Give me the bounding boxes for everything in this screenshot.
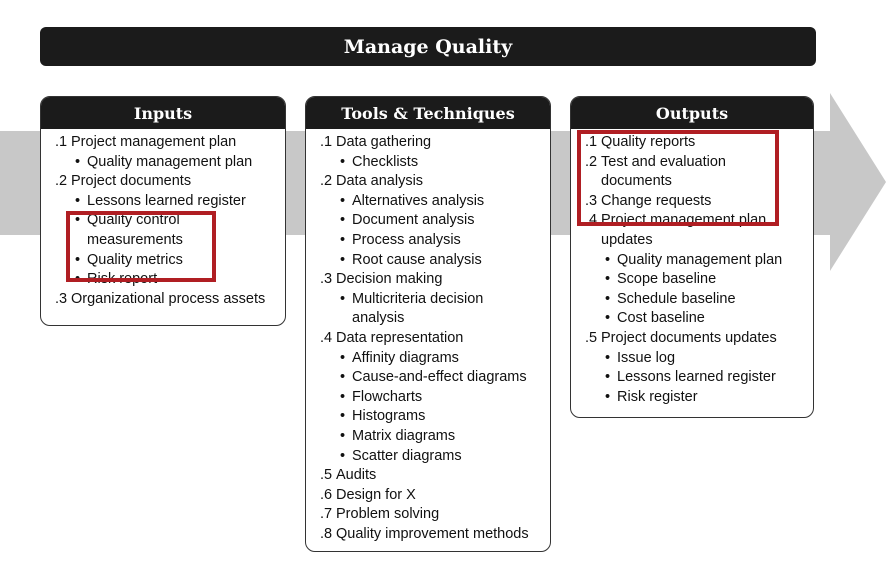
sub-item	[306, 407, 550, 427]
tools-header	[306, 97, 550, 129]
item-number: .6	[320, 486, 333, 503]
item-number: .3	[55, 290, 68, 307]
bullet-icon: •	[605, 388, 611, 405]
sub-item-label: Quality management plan	[87, 153, 253, 170]
item-number: .1	[55, 134, 68, 150]
sub-item-label: Risk register	[617, 388, 698, 405]
sub-item-label: measurements	[87, 231, 183, 248]
list-item	[41, 290, 285, 310]
sub-item	[571, 368, 813, 388]
sub-item	[306, 251, 550, 271]
item-label: Quality reports	[601, 134, 696, 150]
sub-item-label: Alternatives analysis	[352, 192, 485, 209]
sub-item-label: Multicriteria decision	[352, 290, 484, 307]
bullet-icon: •	[340, 212, 346, 229]
sub-item	[571, 388, 813, 408]
item-number: .1	[320, 134, 333, 150]
item-label: Decision making	[336, 271, 443, 288]
list-item	[41, 133, 285, 153]
list-item	[571, 231, 813, 251]
item-label: Data gathering	[336, 134, 432, 150]
sub-item-label: Histograms	[352, 408, 426, 425]
item-number: .2	[320, 173, 333, 190]
item-number: .7	[320, 506, 333, 523]
sub-item-label: Quality control	[87, 212, 180, 229]
inputs-header-label: Inputs	[133, 103, 193, 123]
sub-item	[41, 153, 285, 173]
item-label: Project documents updates	[601, 329, 777, 346]
item-number: .2	[585, 153, 598, 170]
item-label: Organizational process assets	[71, 290, 266, 307]
bullet-icon: •	[340, 192, 346, 209]
sub-item-label: Matrix diagrams	[352, 427, 456, 444]
sub-item-label: Cause-and-effect diagrams	[352, 369, 527, 386]
sub-item	[571, 349, 813, 369]
sub-item	[306, 290, 550, 310]
item-label: Change requests	[601, 192, 712, 209]
sub-item-label: Flowcharts	[352, 388, 423, 405]
sub-item-label: Risk report	[87, 271, 158, 288]
item-label: Quality improvement methods	[336, 525, 529, 542]
sub-item	[306, 153, 550, 173]
highlight-outputs-1-3	[577, 130, 779, 229]
item-number: .5	[320, 467, 333, 484]
sub-item-label: Quality management plan	[617, 251, 783, 268]
item-label: Project management plan	[71, 134, 237, 150]
process-title: Manage Quality	[343, 35, 513, 58]
bullet-icon: •	[605, 369, 611, 386]
bullet-icon: •	[340, 388, 346, 405]
bullet-icon: •	[340, 153, 346, 170]
bullet-icon: •	[75, 251, 81, 268]
bullet-icon: •	[75, 212, 81, 229]
sub-item-label: Checklists	[352, 153, 419, 170]
sub-item	[306, 192, 550, 212]
list-item	[571, 329, 813, 349]
item-number: .3	[320, 271, 333, 288]
item-number: .8	[320, 525, 333, 542]
item-label: Problem solving	[336, 506, 440, 523]
sub-item	[306, 309, 550, 329]
sub-item	[306, 349, 550, 369]
bullet-icon: •	[75, 192, 81, 209]
bullet-icon: •	[605, 349, 611, 366]
sub-item	[571, 290, 813, 310]
sub-item-label: Process analysis	[352, 231, 461, 248]
item-number: .2	[55, 173, 68, 190]
bullet-icon: •	[340, 427, 346, 444]
sub-item	[306, 427, 550, 447]
list-item	[306, 270, 550, 290]
process-title-banner	[40, 27, 816, 66]
sub-item	[571, 251, 813, 271]
outputs-header	[571, 97, 813, 129]
sub-item	[41, 192, 285, 212]
sub-item-label: Root cause analysis	[352, 251, 482, 268]
bullet-icon: •	[340, 369, 346, 386]
list-item	[306, 486, 550, 506]
item-number: .1	[585, 134, 598, 150]
item-number: .3	[585, 192, 598, 209]
item-label: Project management plan	[601, 212, 767, 229]
sub-item-label: Affinity diagrams	[352, 349, 459, 366]
list-item	[306, 133, 550, 153]
bullet-icon: •	[340, 231, 346, 248]
bullet-icon: •	[605, 271, 611, 288]
sub-item	[306, 388, 550, 408]
sub-item-label: Lessons learned register	[87, 192, 246, 209]
item-number: .5	[585, 329, 598, 346]
sub-item-label: Quality metrics	[87, 251, 183, 268]
bullet-icon: •	[605, 251, 611, 268]
tools-list	[306, 129, 550, 544]
sub-item-label: Schedule baseline	[617, 290, 736, 307]
sub-item-label: Scope baseline	[617, 271, 717, 288]
item-number: .4	[320, 329, 333, 346]
bullet-icon: •	[340, 349, 346, 366]
item-label: documents	[601, 173, 672, 190]
list-item	[41, 172, 285, 192]
bullet-icon: •	[605, 310, 611, 327]
list-item	[306, 329, 550, 349]
sub-item-label: Cost baseline	[617, 310, 705, 327]
item-label: Project documents	[71, 173, 192, 190]
sub-item	[571, 309, 813, 329]
highlight-quality-control-metrics	[66, 211, 216, 282]
item-label: Design for X	[336, 486, 416, 503]
list-item	[306, 505, 550, 525]
list-item	[306, 466, 550, 486]
sub-item-label: Lessons learned register	[617, 369, 776, 386]
bullet-icon: •	[605, 290, 611, 307]
bullet-icon: •	[340, 290, 346, 307]
sub-item-label: Scatter diagrams	[352, 447, 462, 464]
item-label: Data analysis	[336, 173, 424, 190]
item-label: Test and evaluation	[601, 153, 726, 170]
list-item	[306, 525, 550, 545]
list-item	[306, 172, 550, 192]
item-label: Data representation	[336, 329, 464, 346]
sub-item-label: Document analysis	[352, 212, 475, 229]
inputs-header	[41, 97, 285, 129]
sub-item	[306, 231, 550, 251]
bullet-icon: •	[75, 271, 81, 288]
bullet-icon: •	[340, 447, 346, 464]
bullet-icon: •	[340, 251, 346, 268]
item-number: .4	[585, 212, 598, 229]
outputs-header-label: Outputs	[655, 103, 729, 123]
sub-item-label: Issue log	[617, 349, 676, 366]
sub-item	[306, 368, 550, 388]
tools-box	[305, 96, 551, 552]
sub-item	[306, 211, 550, 231]
item-label: Audits	[336, 467, 377, 484]
bullet-icon: •	[340, 408, 346, 425]
tools-header-label: Tools & Techniques	[341, 103, 515, 123]
item-label: updates	[601, 231, 653, 248]
sub-item-label: analysis	[352, 310, 405, 327]
sub-item	[306, 447, 550, 467]
bullet-icon: •	[75, 153, 81, 170]
sub-item	[571, 270, 813, 290]
